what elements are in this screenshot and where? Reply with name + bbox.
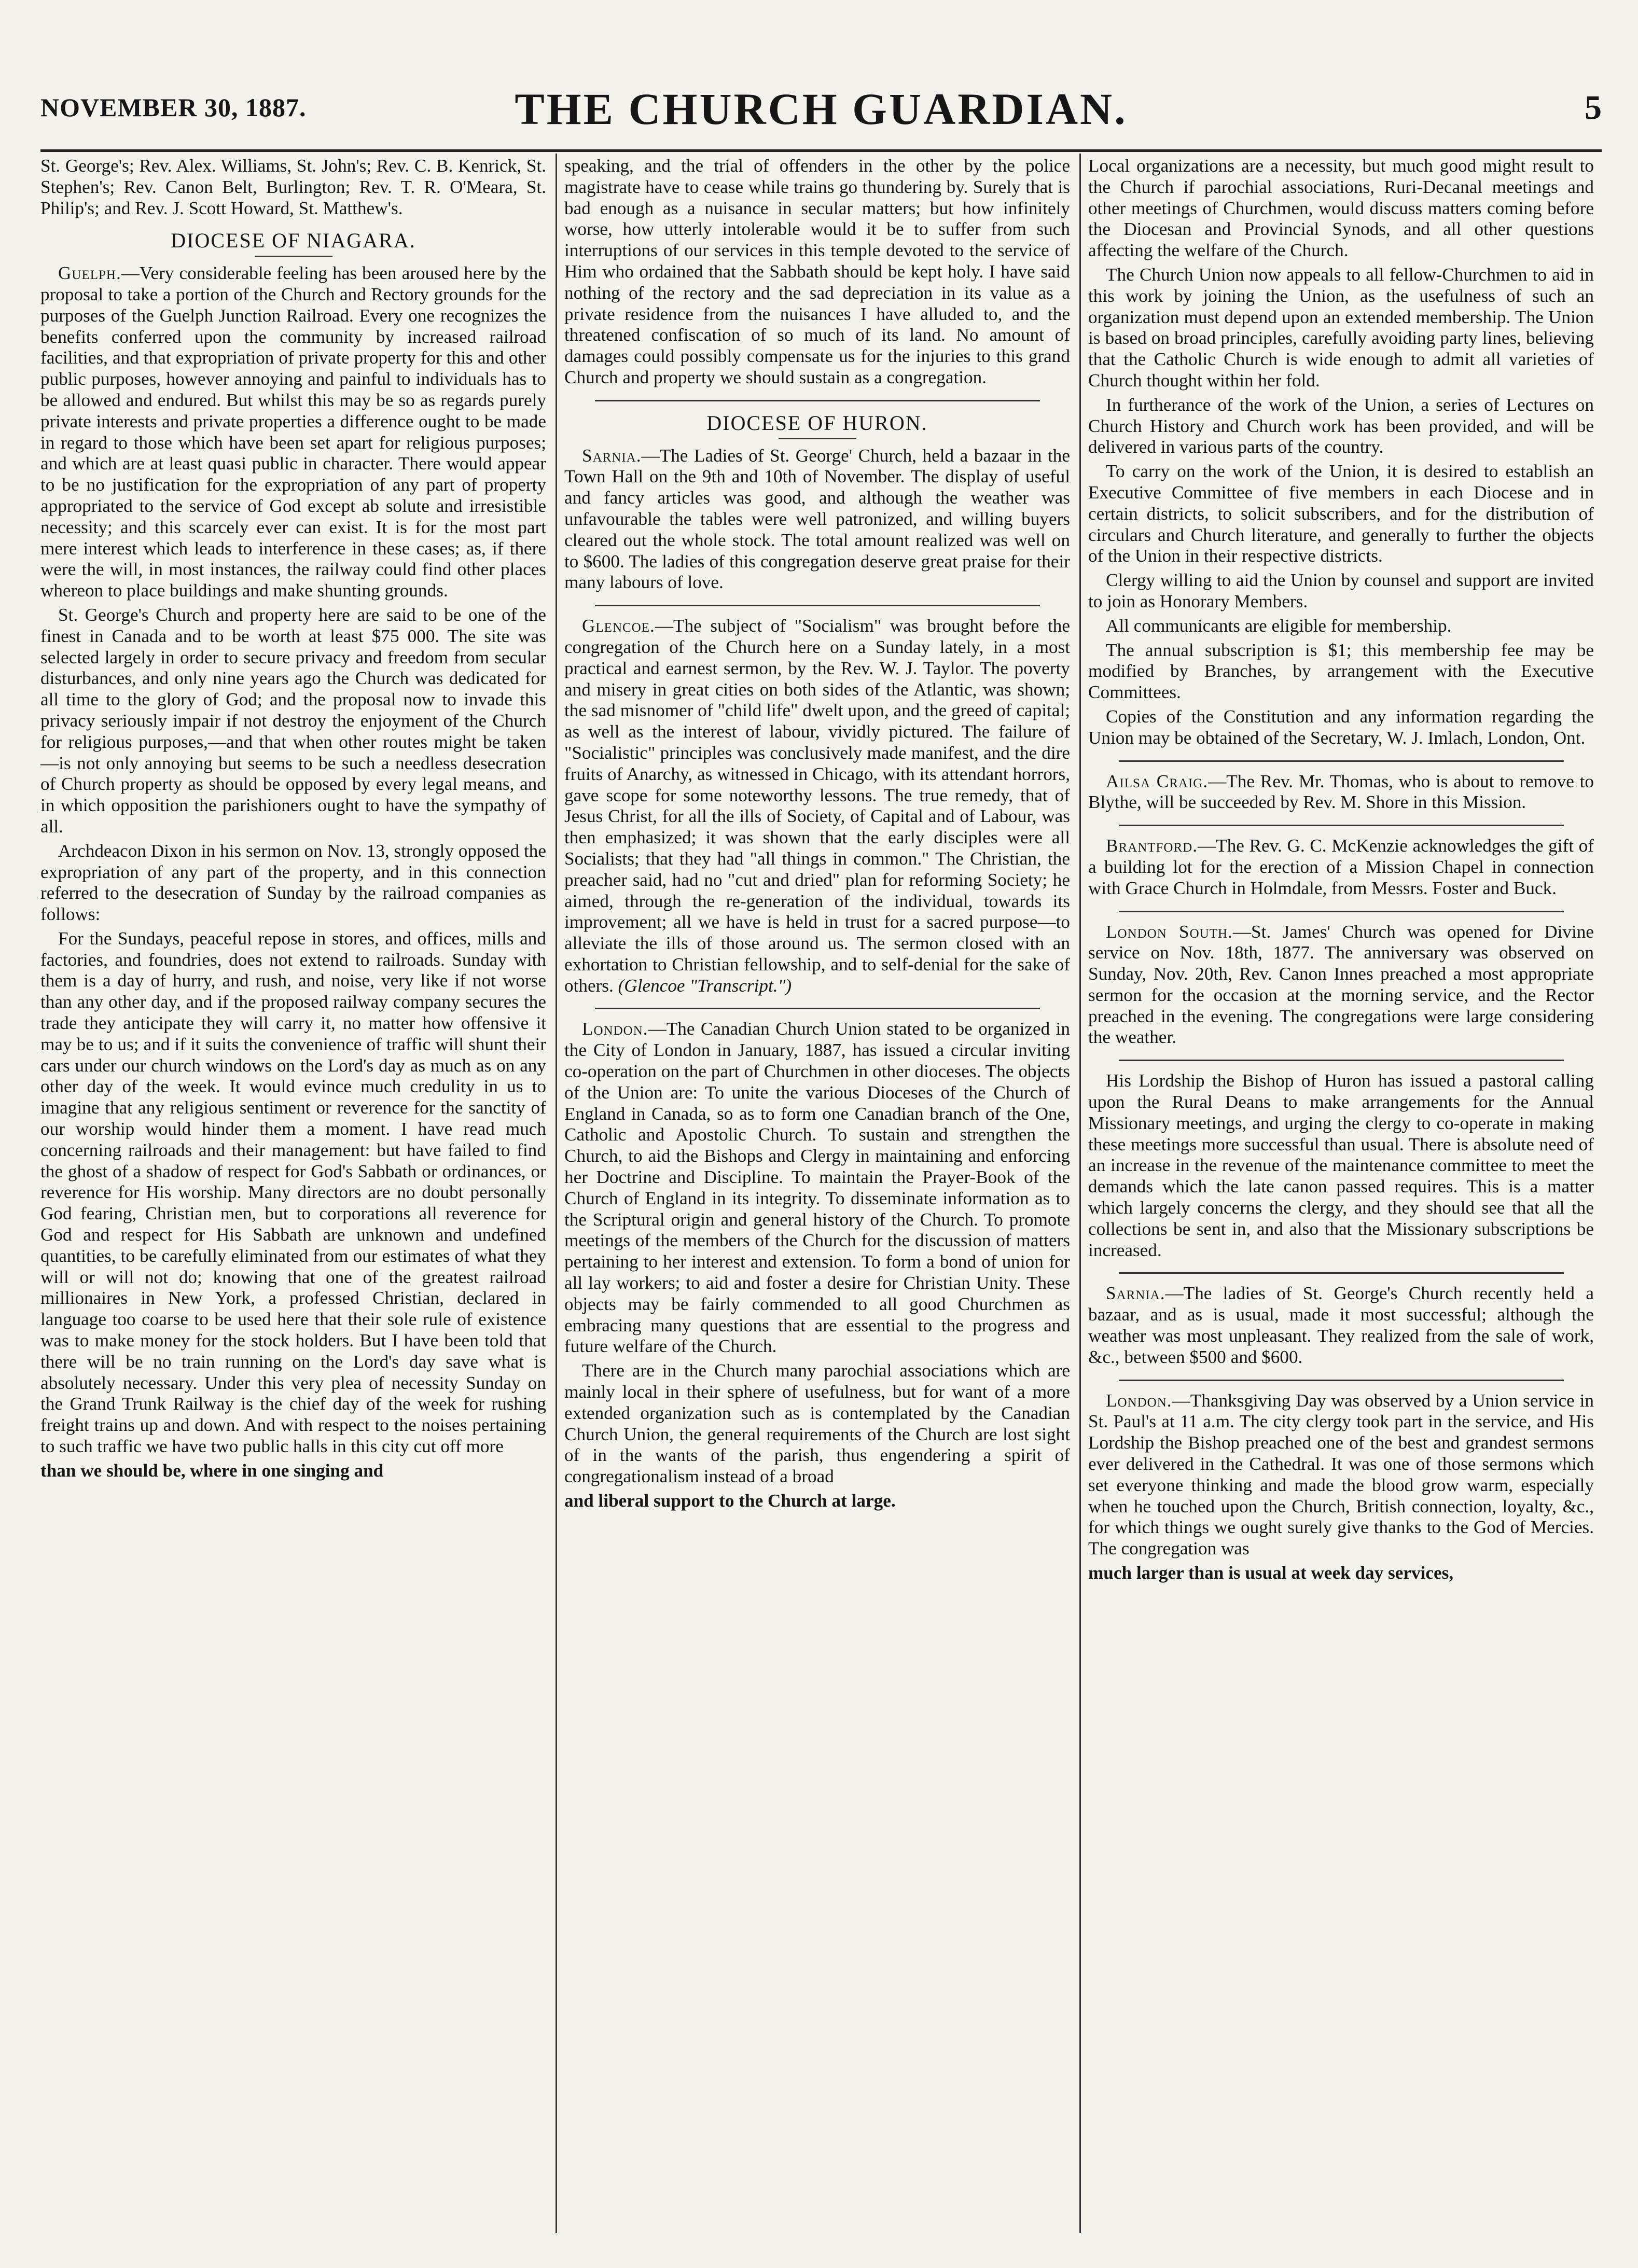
issue-date: NOVEMBER 30, 1887.	[40, 93, 307, 122]
article-separator	[595, 1008, 1040, 1009]
heading-rule	[779, 438, 856, 439]
section-heading-huron: DIOCESE OF HURON.	[706, 411, 928, 435]
dateline: Sarnia.	[582, 445, 642, 466]
article-paragraph: The annual subscription is $1; this membership fee may be modified by Branches, by arrangement with the Executive Committees.	[1088, 639, 1594, 703]
article-paragraph: Ailsa Craig.—The Rev. Mr. Thomas, who is about to remove to Blythe, will be succeeded by Rev. M. Shore in this Mission.	[1088, 771, 1594, 813]
masthead-rule	[40, 149, 1602, 152]
article-paragraph: His Lordship the Bishop of Huron has issued a pastoral calling upon the Rural Deans to make arrangements for the Annual Missionary meetings, and urging the clergy to co-operate in making these meetings more successful than usual. There is absolute need of an increase in the revenue of the maintenance committee to meet the demands which the late canon passed requires. This is a matter which largely concerns the clergy, and they should see that all the collections be sent in, and also that the Missionary subscriptions be increased.	[1088, 1070, 1594, 1260]
article-paragraph: Sarnia.—The Ladies of St. George' Church, held a bazaar in the Town Hall on the 9th and 10th of November. The display of useful and fancy articles was good, and although the weather was unfavourable the tables were well patronized, and willing buyers cleared out the whole stock. The total amount realized was well on to $600. The ladies of this congregation deserve great praise for their many labours of love.	[564, 445, 1070, 593]
article-separator	[1119, 1380, 1564, 1381]
article-separator	[1119, 1060, 1564, 1061]
column-3	[1088, 156, 1594, 2230]
article-paragraph: Archdeacon Dixon in his sermon on Nov. 13, strongly opposed the expropriation of any part of the property, and in this connection referred to the desecration of Sunday by the railroad companies as follows:	[40, 840, 546, 925]
article-paragraph: There are in the Church many parochial associations which are mainly local in their sphere of usefulness, but for want of a more extended organization such as is contemplated by the Canadian Church Union, the general requirements of the Church are lost sight of in the wants of the parish, thus engendering a spirit of congregationalism instead of a broad	[564, 1360, 1070, 1487]
article-paragraph: St. George's Church and property here are said to be one of the finest in Canada and to be worth at least $75 000. The site was selected largely in order to secure privacy and freedom from secular disturbances, and only nine years ago the Church was dedicated for all time to the glory of God; and the proposal now to invade this privacy seriously impair if not destroy the enjoyment of the Church for religious purposes,—and that when other routes might be taken—is not only annoying but seems to be such a needless desecration of Church property as should be opposed by every legal means, and in which opposition the parishioners ought to have the sympathy of all.	[40, 604, 546, 837]
article-paragraph: For the Sundays, peaceful repose in stores, and offices, mills and factories, and foundries, does not extend to railroads. Sunday with them is a day of hurry, and rush, and noise, very like if not worse than any other day, and if the proposed railway company secures the trade they anticipate they will carry it, no matter how offensive it may be to us; and if it suits the convenience of traffic will shunt their cars under our church windows on the Lord's day as much as on any other day of the week. It would evince much credulity in us to imagine that any religious sentiment or reverence for the sanctity of our worship would hinder them a moment. I have read much concerning railroads and their management: but have failed to find the ghost of a shadow of respect for God's Sabbath or ordinances, or reverence for His worship. Many directors are no doubt personally God fearing, Christian men, but to corporations all reverence for God and respect for His Sabbath are unknown and undefined quantities, to be carefully eliminated from our estimates of what they will or will not do; knowing that one of the greatest railroad millionaires in New York, a professed Christian, declared in language too coarse to be used here that their sole rule of existence was to make money for the stock holders. But I have been told that there will be no train running on the Lord's day save what is absolutely necessary. Under this very plea of necessity Sunday on the Grand Trunk Railway is the chief day of the week for rushing freight trains up and down. And with respect to the noises pertaining to such traffic we have two public halls in this city cut off more	[40, 928, 546, 1457]
column-divider	[556, 154, 557, 2233]
newspaper-title: THE CHURCH GUARDIAN.	[515, 84, 1128, 134]
article-paragraph: Sarnia.—The ladies of St. George's Church recently held a bazaar, and as is usual, made it most successful; although the weather was most unpleasant. They realized from the sale of work, &c., between $500 and $600.	[1088, 1283, 1594, 1367]
article-paragraph: Copies of the Constitution and any information regarding the Union may be obtained of the Secretary, W. J. Imlach, London, Ont.	[1088, 706, 1594, 748]
heading-rule	[255, 256, 332, 257]
article-separator	[595, 605, 1040, 606]
source-credit: (Glencoe "Transcript.")	[618, 975, 792, 996]
dateline: London.	[582, 1019, 648, 1039]
article-paragraph: much larger than is usual at week day services,	[1088, 1563, 1454, 1583]
article-paragraph: The Church Union now appeals to all fellow-Churchmen to aid in this work by joining the Union, as the usefulness of such an organization must depend upon an extended membership. The Union is based on broad principles, carefully avoiding party lines, believing that the Catholic Church is wide enough to admit all varieties of Church thought within her fold.	[1088, 264, 1594, 391]
article-paragraph: All communicants are eligible for membership.	[1106, 615, 1452, 636]
article-separator	[1119, 911, 1564, 912]
column-2	[564, 156, 1070, 2230]
article-paragraph: speaking, and the trial of offenders in the other by the police magistrate have to cease while trains go thundering by. Surely that is bad enough as a nuisance in secular matters; but how infinitely worse, how utterly intolerable would it be to suffer from such interruptions of our services in this temple devoted to the service of Him who ordained that the Sabbath should be kept holy. I have said nothing of the rectory and the sad depreciation in its value as a private residence from the nuisances I have alluded to, and the threatened confiscation of so much of its land. No amount of damages could possibly compensate us for the injuries to this grand Church and property we should sustain as a congregation.	[564, 156, 1070, 387]
article-separator	[1119, 760, 1564, 762]
dateline: Sarnia.	[1106, 1283, 1165, 1304]
article-paragraph: Clergy willing to aid the Union by counsel and support are invited to join as Honorary Members.	[1088, 570, 1594, 611]
article-paragraph: than we should be, where in one singing and	[40, 1460, 384, 1481]
column-1	[40, 156, 546, 2230]
article-paragraph: London.—The Canadian Church Union stated to be organized in the City of London in January, 1887, has issued a circular inviting co-operation on the part of Churchmen in other dioceses. The objects of the Union are: To unite the various Dioceses of the Church of England in Canada, so as to form one Canadian branch of the One, Catholic and Apostolic Church. To sustain and strengthen the Church, to aid the Bishops and Clergy in maintaining and enforcing her Doctrine and Discipline. To maintain the Prayer-Book of the Church of England in its integrity. To disseminate information as to the Scriptural origin and general history of the Church. To promote meetings of the members of the Church for the discussion of matters pertaining to her interest and extension. To form a bond of union for all lay workers; to aid and foster a desire for Christian Unity. These objects may be fairly commended to all good Churchmen as embracing many questions that are essential to the progress and future welfare of the Church.	[564, 1019, 1070, 1357]
dateline: London South.	[1106, 921, 1233, 942]
article-paragraph: Glencoe.—The subject of "Socialism" was brought before the congregation of the Church here on a Sunday lately, in a most practical and earnest sermon, by the Rev. W. J. Taylor. The poverty and misery in great cities on both sides of the Atlantic, was shown; the sad misnomer of "child life" dwelt upon, and the greed of capital; as well as the interest of labour, vividly pictured. The failure of "Socialistic" principles was conclusively made manifest, and the dire fruits of Anarchy, as witnessed in Chicago, with its attendant horrors, gave scope for some noteworthy lessons. The true remedy, that of Jesus Christ, for all the ills of Society, of Capital and of Labour, was then emphasized; it was shown that the early disciples were all Socialists; that they had "all things in common." The Christian, the preacher said, had no "cut and dried" plan for reforming Society; he aimed, through the re-generation of the individual, towards its improvement; all we have is held in trust for a sacred purpose—to alleviate the ills of those around us. The sermon closed with an exhortation to Christian fellowship, and to self-denial for the sake of others. (Glencoe "Transcript.")	[564, 616, 1070, 996]
article-paragraph: London.—Thanksgiving Day was observed by a Union service in St. Paul's at 11 a.m. The city clergy took part in the service, and His Lordship the Bishop preached one of the best and grandest sermons ever delivered in the Cathedral. It was one of those sermons which set everyone thinking and made the blood grow warm, especially when he touched upon the Church, British connection, loyalty, &c., for which things we ought surely give thanks to the God of Mercies. The congregation was	[1088, 1390, 1594, 1559]
column-divider	[1079, 154, 1081, 2233]
article-separator	[1119, 825, 1564, 826]
article-paragraph: Brantford.—The Rev. G. C. McKenzie acknowledges the gift of a building lot for the erection of a Mission Chapel in connection with Grace Church in Holmdale, from Messrs. Foster and Buck.	[1088, 836, 1594, 898]
article-paragraph: and liberal support to the Church at large.	[564, 1491, 896, 1511]
dateline: Ailsa Craig.	[1106, 771, 1209, 791]
article-paragraph: Guelph.—Very considerable feeling has been aroused here by the proposal to take a portion of the Church and Rectory grounds for the purposes of the Guelph Junction Railroad. Every one recognizes the benefits conferred upon the community by increased railroad facilities, and that expropriation of private property for this and other public purposes, however annoying and painful to individuals has to be allowed and endured. But whilst this may be so as regards purely private interests and private properties a difference ought to be made in regard to those which have been set apart for religious purposes; and which are at least quasi public in character. There would appear to be no justification for the expropriation of any part of property appropriated to the service of God except ab solute and irresistible necessity; and this scarcely ever can exist. It is for the most part mere interest which leads to interference in these cases; as, if there were the will, in most instances, the railway could find other places whereon to place buildings and make shunting grounds.	[40, 263, 546, 601]
article-paragraph: To carry on the work of the Union, it is desired to establish an Executive Committee of five members in each Diocese and in certain districts, to solicit subscribers, and for the distribution of circulars and Church literature, and generally to further the objects of the Union in their respective districts.	[1088, 461, 1594, 566]
article-paragraph: St. George's; Rev. Alex. Williams, St. John's; Rev. C. B. Kenrick, St. Stephen's; Rev. Canon Belt, Burlington; Rev. T. R. O'Meara, St. Philip's; and Rev. J. Scott Howard, St. Matthew's.	[40, 156, 546, 218]
dateline: Guelph.	[58, 263, 121, 284]
page-number: 5	[1585, 89, 1602, 127]
dateline: Brantford.	[1106, 836, 1198, 856]
article-paragraph: London South.—St. James' Church was opened for Divine service on Nov. 18th, 1877. The anniversary was observed on Sunday, Nov. 20th, Rev. Canon Innes preached a most appropriate sermon for the occasion at the morning service, and the Rector preached in the evening. The congregations were large considering the weather.	[1088, 921, 1594, 1048]
article-paragraph: Local organizations are a necessity, but much good might result to the Church if parochial associations, Ruri-Decanal meetings and other meetings of Churchmen, would discuss matters coming before the Diocesan and Provincial Synods, and all other questions affecting the welfare of the Church.	[1088, 156, 1594, 261]
section-heading-niagara: DIOCESE OF NIAGARA.	[171, 229, 416, 253]
dateline: London.	[1106, 1390, 1172, 1411]
masthead	[40, 83, 1602, 145]
article-paragraph: In furtherance of the work of the Union, a series of Lectures on Church History and Church work has been provided, and will be delivered in various parts of the country.	[1088, 394, 1594, 457]
article-separator	[595, 400, 1040, 401]
dateline: Glencoe.	[582, 616, 655, 636]
article-separator	[1119, 1272, 1564, 1274]
